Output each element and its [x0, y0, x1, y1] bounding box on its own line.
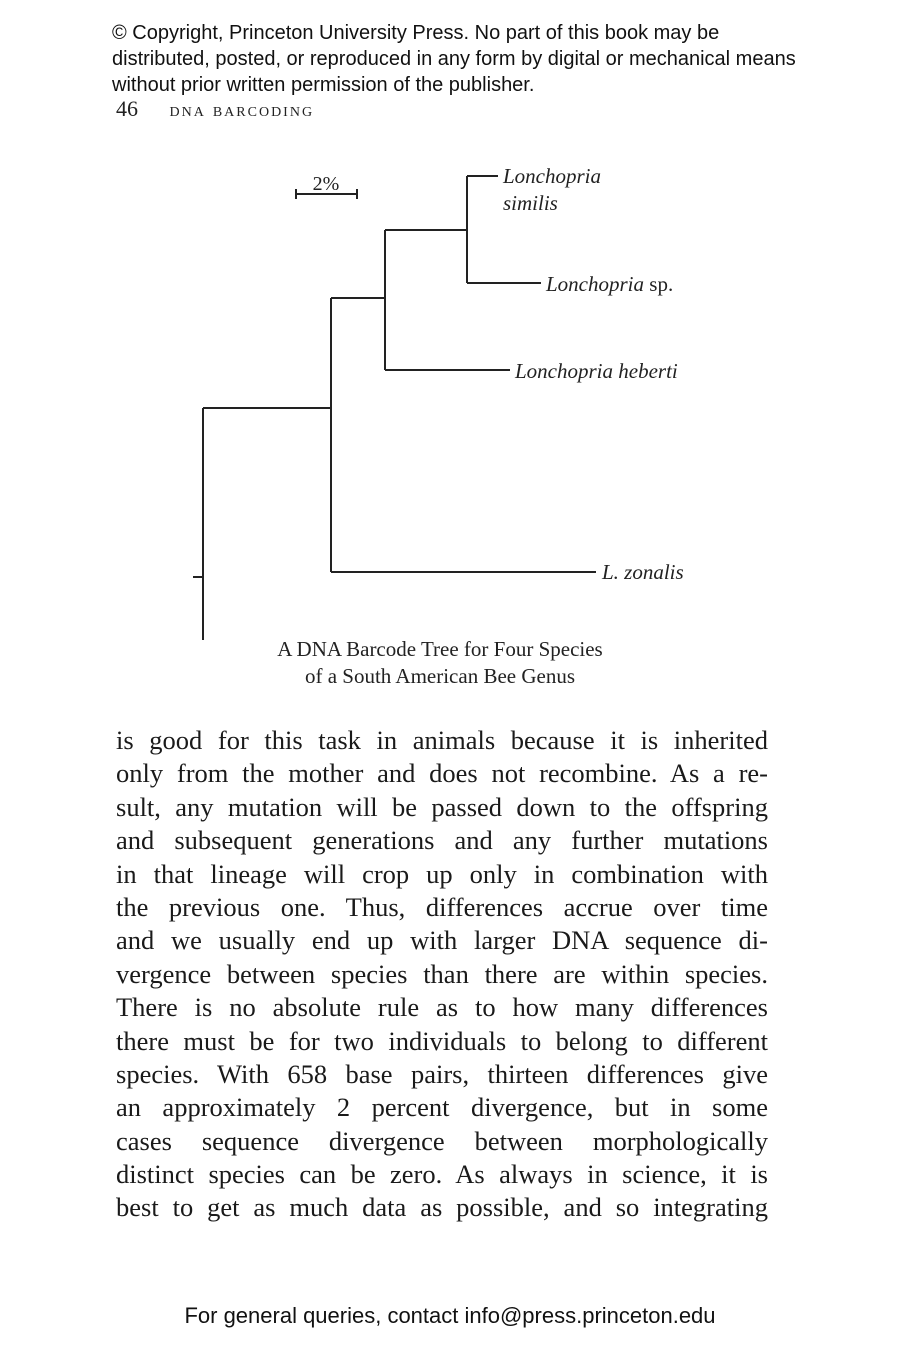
body-line: distinct species can be zero. As always in science, it is	[116, 1159, 768, 1190]
body-line: in that lineage will crop up only in combination with	[116, 858, 768, 889]
taxon-sp-suffix: sp.	[649, 272, 674, 296]
page-number: 46	[116, 96, 138, 121]
taxon-sp-genus: Lonchopria	[546, 272, 645, 296]
body-text	[116, 724, 768, 1225]
running-head	[116, 96, 314, 122]
body-line: the previous one. Thus, differences accrue over time	[116, 891, 768, 922]
body-line: and subsequent generations and any further mutations	[116, 825, 768, 856]
body-line: and we usually end up with larger DNA sequence di-	[116, 925, 768, 956]
dna-barcode-tree	[0, 140, 900, 640]
taxon-zonalis: L. zonalis	[602, 560, 684, 584]
body-line: there must be for two individuals to belong to different	[116, 1025, 768, 1056]
body-line: best to get as much data as possible, and so integrating	[116, 1192, 768, 1223]
taxon-similis-species: similis	[503, 191, 558, 215]
body-line: species. With 658 base pairs, thirteen differences give	[116, 1058, 768, 1089]
body-line: There is no absolute rule as to how many differences	[116, 992, 768, 1023]
footer-contact: For general queries, contact info@press.princeton.edu	[184, 1303, 716, 1328]
taxon-sp	[545, 272, 673, 296]
caption-line-2: of a South American Bee Genus	[304, 664, 576, 688]
caption-line-1: A DNA Barcode Tree for Four Species	[277, 637, 603, 661]
copyright-notice: © Copyright, Princeton University Press. No part of this book may be distributed, posted, or reproduced in any form by digital or mechanical means without prior written permission of the publisher.	[112, 22, 796, 96]
section-title: dna barcoding	[169, 99, 315, 121]
body-line: vergence between species than there are within species.	[116, 958, 768, 989]
body-line: an approximately 2 percent divergence, but in some	[116, 1092, 768, 1123]
body-line: only from the mother and does not recombine. As a re-	[116, 758, 768, 789]
body-line: sult, any mutation will be passed down to the offspring	[116, 791, 768, 822]
body-line: cases sequence divergence between morphologically	[116, 1125, 768, 1156]
scale-label: 2%	[312, 173, 340, 195]
body-line: is good for this task in animals because it is inherited	[116, 725, 768, 755]
taxon-heberti: Lonchopria heberti	[515, 359, 678, 383]
figure-caption	[240, 636, 640, 690]
taxon-similis-genus: Lonchopria	[503, 164, 602, 188]
